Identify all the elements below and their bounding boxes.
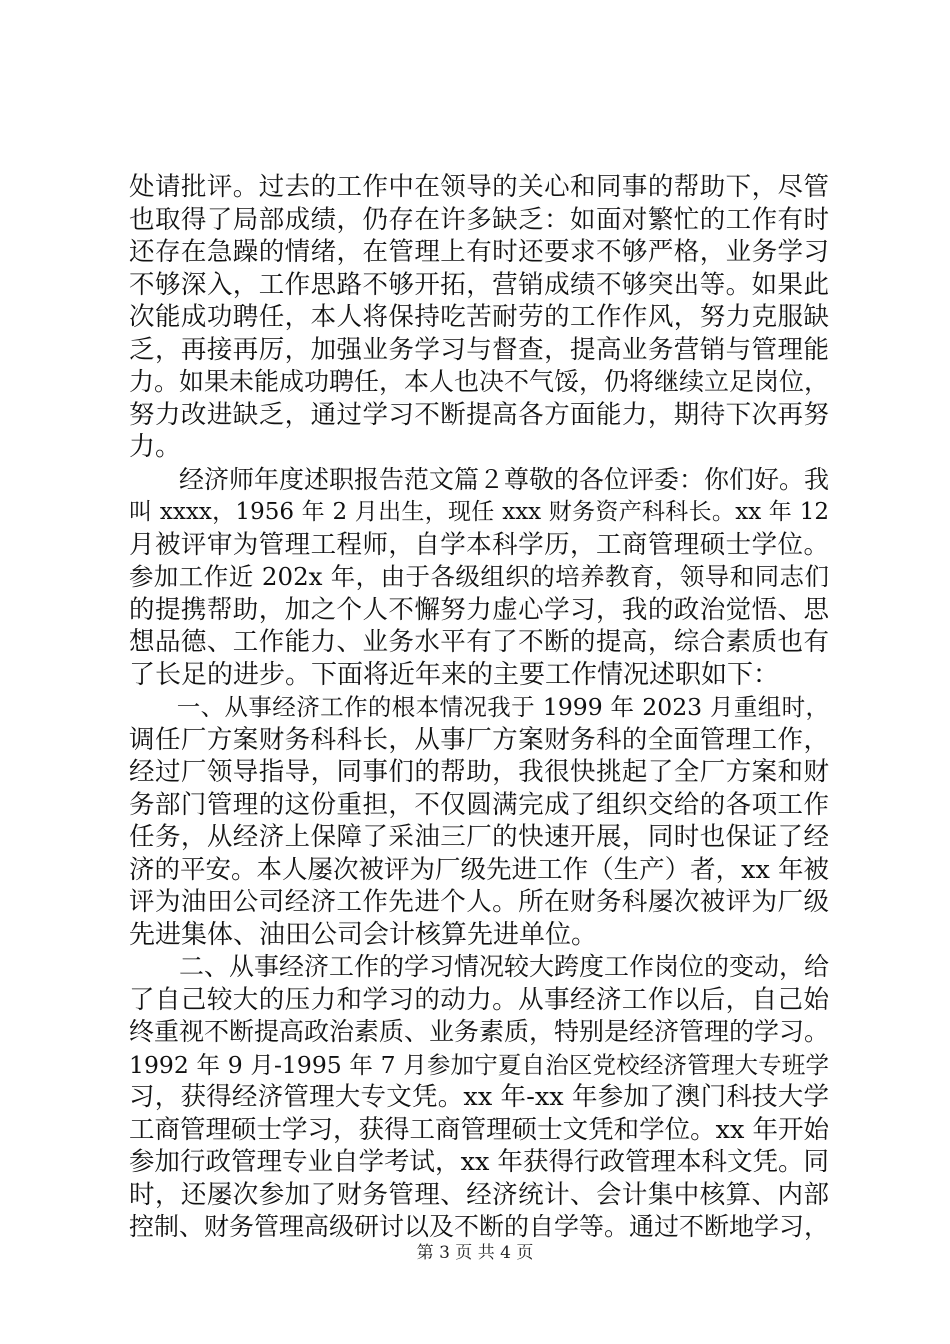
text-line: 参加工作近 202x 年，由于各级组织的培养教育，领导和同志们 bbox=[129, 562, 829, 591]
text-line: 乏，再接再厉，加强业务学习与督查，提高业务营销与管理能 bbox=[129, 334, 829, 365]
page-footer: 第 3 页 共 4 页 bbox=[416, 1243, 534, 1263]
text-line: 控制、财务管理高级研讨以及不断的自学等。通过不断地学习， bbox=[129, 1212, 829, 1241]
text-line: 调任厂方案财务科科长，从事厂方案财务科的全面管理工作， bbox=[129, 724, 829, 755]
text-line: 不够深入，工作思路不够开拓，营销成绩不够突出等。如果此 bbox=[129, 269, 829, 300]
text-line: 了自己较大的压力和学习的动力。从事经济工作以后，自己始 bbox=[129, 984, 829, 1015]
text-line: 先进集体、油田公司会计核算先进单位。 bbox=[129, 919, 598, 950]
text-line: 也取得了局部成绩，仍存在许多缺乏：如面对繁忙的工作有时 bbox=[129, 204, 829, 235]
text-line: 的提携帮助，加之个人不懈努力虚心学习，我的政治觉悟、思 bbox=[129, 594, 829, 625]
text-line: 工商管理硕士学习，获得工商管理硕士文凭和学位。xx 年开始 bbox=[129, 1114, 829, 1145]
text-line: 时，还屡次参加了财务管理、经济统计、会计集中核算、内部 bbox=[129, 1179, 829, 1210]
text-line: 经过厂领导指导，同事们的帮助，我很快挑起了全厂方案和财 bbox=[129, 757, 829, 787]
text-line: 1992 年 9 月-1995 年 7 月参加宁夏自治区党校经济管理大专班学 bbox=[129, 1050, 829, 1079]
text-line: 次能成功聘任，本人将保持吃苦耐劳的工作作风，努力克服缺 bbox=[129, 302, 829, 332]
text-line: 一、从事经济工作的根本情况我于 1999 年 2023 月重组时， bbox=[129, 693, 829, 721]
text-line: 参加行政管理专业自学考试，xx 年获得行政管理本科文凭。同 bbox=[129, 1147, 829, 1177]
text-line: 二、从事经济工作的学习情况较大跨度工作岗位的变动，给 bbox=[129, 952, 829, 981]
text-line: 努力改进缺乏，通过学习不断提高各方面能力，期待下次再努 bbox=[129, 399, 829, 430]
text-line: 习，获得经济管理大专文凭。xx 年-xx 年参加了澳门科技大学 bbox=[129, 1082, 829, 1112]
text-line: 济的平安。本人屡次被评为厂级先进工作（生产）者，xx 年被 bbox=[129, 854, 829, 885]
text-line: 叫 xxxx，1956 年 2 月出生，现任 xxx 财务资产科科长。xx 年 12 bbox=[129, 499, 829, 525]
text-line: 想品德、工作能力、业务水平有了不断的提高，综合素质也有 bbox=[129, 627, 829, 657]
text-line: 务部门管理的这份重担，不仅圆满完成了组织交给的各项工作 bbox=[129, 789, 829, 820]
text-line: 处请批评。过去的工作中在领导的关心和同事的帮助下，尽管 bbox=[129, 172, 829, 202]
text-line: 月被评审为管理工程师，自学本科学历，工商管理硕士学位。 bbox=[129, 529, 829, 560]
text-line: 了长足的进步。下面将近年来的主要工作情况述职如下： bbox=[129, 659, 780, 690]
text-line: 评为油田公司经济工作先进个人。所在财务科屡次被评为厂级 bbox=[129, 887, 829, 917]
text-line: 还存在急躁的情绪，在管理上有时还要求不够严格，业务学习 bbox=[129, 237, 829, 267]
text-line: 经济师年度述职报告范文篇２尊敬的各位评委：你们好。我 bbox=[129, 464, 829, 494]
text-line: 终重视不断提高政治素质、业务素质，特别是经济管理的学习。 bbox=[129, 1017, 829, 1046]
text-line: 力。 bbox=[129, 432, 182, 462]
document-body bbox=[129, 171, 829, 1244]
text-line: 力。如果未能成功聘任，本人也决不气馁，仍将继续立足岗位， bbox=[129, 367, 829, 396]
text-line: 任务，从经济上保障了采油三厂的快速开展，同时也保证了经 bbox=[129, 822, 829, 852]
